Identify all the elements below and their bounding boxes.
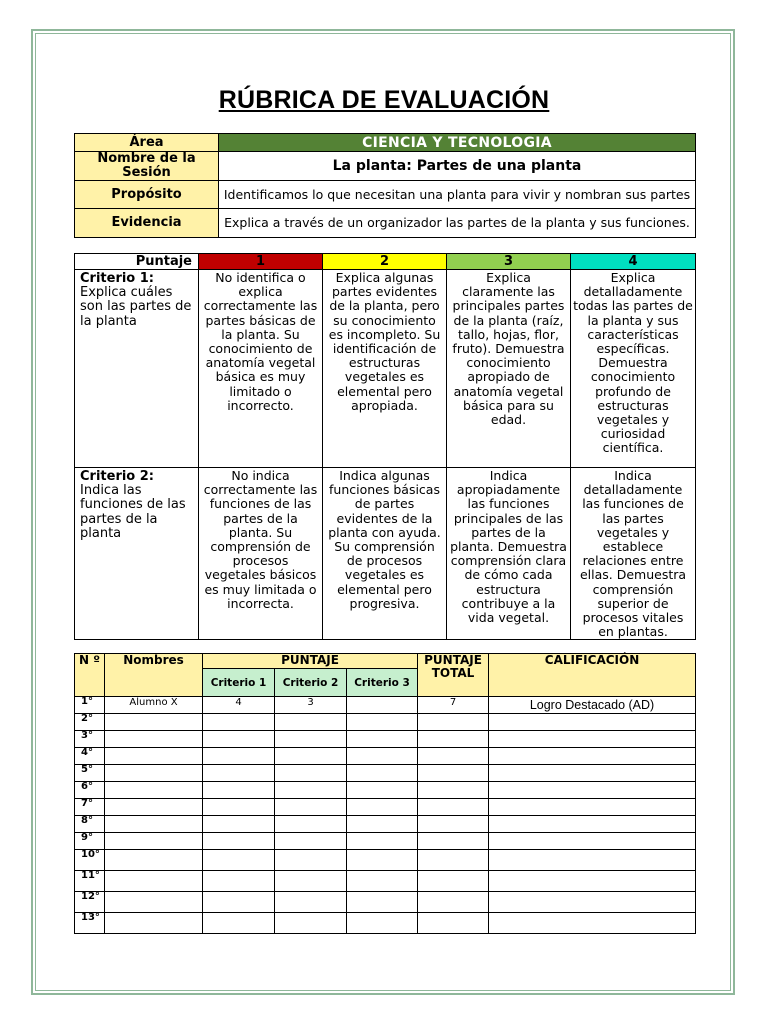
table-row: [75, 833, 696, 850]
rubric-table: [74, 253, 696, 640]
level-2-header: 2: [323, 254, 447, 270]
student-name: [105, 850, 203, 871]
grade-header: CALIFICACIÓN: [489, 654, 696, 697]
table-row: [75, 765, 696, 782]
total-score: [418, 748, 489, 765]
criterion-1-level-2: Explica algunas partes evidentes de la planta, pero su conocimiento es incompleto. Su identificación de estructuras vegetales es elemental pero apropiada.: [323, 270, 447, 468]
session-info-table: [74, 133, 696, 238]
criterion-1-score: [203, 871, 275, 892]
criterion-3-score: [347, 731, 418, 748]
student-name: [105, 833, 203, 850]
evidence-label: Evidencia: [75, 209, 219, 238]
score-label: Puntaje: [75, 254, 199, 270]
criterion-1-text: Explica cuáles son las partes de la planta: [80, 285, 192, 329]
student-name: Alumno X: [105, 697, 203, 714]
grade-value: [489, 913, 696, 934]
grade-value: [489, 850, 696, 871]
criterion-3-score: [347, 697, 418, 714]
criterion-1-score: [203, 782, 275, 799]
grade-value: [489, 799, 696, 816]
student-name: [105, 782, 203, 799]
criterion-1-title: Criterio 1:: [80, 271, 155, 286]
table-row: [75, 697, 696, 714]
grade-value: [489, 714, 696, 731]
criterion-1-score: [203, 892, 275, 913]
table-row: [75, 850, 696, 871]
criterion-1-score: [203, 850, 275, 871]
criterion-2-score: [275, 913, 347, 934]
criterion-3-score: [347, 871, 418, 892]
table-row: [75, 782, 696, 799]
row-number: 3°: [75, 731, 105, 748]
grade-value: [489, 892, 696, 913]
purpose-value: Identificamos lo que necesitan una planta para vivir y nombran sus partes: [219, 181, 696, 209]
total-score: [418, 765, 489, 782]
student-name: [105, 871, 203, 892]
criterion-1-score: [203, 714, 275, 731]
student-name: [105, 731, 203, 748]
scores-table: [74, 653, 696, 934]
criterion-2-level-1: No indica correctamente las funciones de las partes de la planta. Su comprensión de procesos vegetales básicos es muy limitada o incorrecta.: [199, 468, 323, 640]
criterion-1-subheader: Criterio 1: [203, 669, 275, 697]
grade-value: [489, 731, 696, 748]
document-title: RÚBRICA DE EVALUACIÓN: [218, 86, 550, 114]
row-number: 8°: [75, 816, 105, 833]
table-row: [75, 799, 696, 816]
level-4-header: 4: [571, 254, 696, 270]
puntaje-header: PUNTAJE: [203, 654, 418, 669]
criterion-2-score: [275, 850, 347, 871]
table-row: [75, 816, 696, 833]
grade-value: [489, 765, 696, 782]
names-header: Nombres: [105, 654, 203, 697]
criterion-3-score: [347, 765, 418, 782]
total-score: [418, 799, 489, 816]
total-score: [418, 892, 489, 913]
total-score: [418, 731, 489, 748]
criterion-1-level-4: Explica detalladamente todas las partes de la planta y sus características específicas. Demuestra conocimiento profundo de estructuras vegetales y curiosidad científica.: [571, 270, 696, 468]
criterion-2-score: [275, 782, 347, 799]
criterion-2-score: [275, 748, 347, 765]
table-row: [75, 731, 696, 748]
criterion-2-score: 3: [275, 697, 347, 714]
criterion-3-score: [347, 748, 418, 765]
row-number: 13°: [75, 913, 105, 934]
criterion-3-score: [347, 816, 418, 833]
number-header: N º: [75, 654, 105, 697]
total-score: [418, 833, 489, 850]
row-number: 9°: [75, 833, 105, 850]
criterion-1-score: [203, 731, 275, 748]
grade-value: [489, 871, 696, 892]
level-3-header: 3: [447, 254, 571, 270]
criterion-3-subheader: Criterio 3: [347, 669, 418, 697]
criterion-3-score: [347, 782, 418, 799]
row-number: 1°: [75, 697, 105, 714]
criterion-2-level-4: Indica detalladamente las funciones de las partes vegetales y establece relaciones entre ellas. Demuestra comprensión superior de procesos vitales en plantas.: [571, 468, 696, 640]
criterion-1-level-1: No identifica o explica correctamente las partes básicas de la planta. Su conocimiento de anatomía vegetal básica es muy limitado o incorrecto.: [199, 270, 323, 468]
criterion-1-level-3: Explica claramente las principales partes de la planta (raíz, tallo, hojas, flor, fruto). Demuestra conocimiento apropiado de anatomía vegetal básica para su edad.: [447, 270, 571, 468]
criterion-2-title: Criterio 2:: [80, 469, 155, 484]
table-row: [75, 892, 696, 913]
row-number: 11°: [75, 871, 105, 892]
student-name: [105, 714, 203, 731]
total-score: [418, 816, 489, 833]
total-header: PUNTAJE TOTAL: [418, 654, 489, 697]
criterion-1-score: [203, 833, 275, 850]
total-score: [418, 850, 489, 871]
row-number: 5°: [75, 765, 105, 782]
criterion-2-level-3: Indica apropiadamente las funciones principales de las partes de la planta. Demuestra comprensión clara de cómo cada estructura contribuye a la vida vegetal.: [447, 468, 571, 640]
area-value: CIENCIA Y TECNOLOGIA: [219, 134, 696, 152]
criterion-1-score: [203, 816, 275, 833]
criterion-1-score: [203, 913, 275, 934]
criterion-2-text: Indica las funciones de las partes de la planta: [80, 483, 186, 541]
criterion-3-score: [347, 833, 418, 850]
total-score: 7: [418, 697, 489, 714]
criterion-2-score: [275, 833, 347, 850]
criterion-1-score: [203, 748, 275, 765]
area-label: Área: [75, 134, 219, 152]
evidence-value: Explica a través de un organizador las partes de la planta y sus funciones.: [219, 209, 696, 238]
row-number: 12°: [75, 892, 105, 913]
session-value: La planta: Partes de una planta: [219, 152, 696, 181]
student-name: [105, 892, 203, 913]
total-score: [418, 714, 489, 731]
student-name: [105, 748, 203, 765]
criterion-2-cell: [75, 468, 199, 640]
row-number: 6°: [75, 782, 105, 799]
table-row: [75, 871, 696, 892]
criterion-1-score: [203, 799, 275, 816]
criterion-1-score: 4: [203, 697, 275, 714]
row-number: 7°: [75, 799, 105, 816]
criterion-2-score: [275, 871, 347, 892]
total-score: [418, 782, 489, 799]
grade-value: [489, 833, 696, 850]
criterion-2-score: [275, 731, 347, 748]
purpose-label: Propósito: [75, 181, 219, 209]
grade-value: Logro Destacado (AD): [489, 697, 696, 714]
row-number: 10°: [75, 850, 105, 871]
row-number: 4°: [75, 748, 105, 765]
criterion-1-score: [203, 765, 275, 782]
criterion-2-level-2: Indica algunas funciones básicas de partes evidentes de la planta con ayuda. Su comprensión de procesos vegetales es elemental pero progresiva.: [323, 468, 447, 640]
student-name: [105, 913, 203, 934]
criterion-2-score: [275, 892, 347, 913]
criterion-2-subheader: Criterio 2: [275, 669, 347, 697]
criterion-2-score: [275, 714, 347, 731]
criterion-1-cell: [75, 270, 199, 468]
student-name: [105, 765, 203, 782]
criterion-2-score: [275, 765, 347, 782]
grade-value: [489, 782, 696, 799]
table-row: [75, 714, 696, 731]
level-1-header: 1: [199, 254, 323, 270]
criterion-3-score: [347, 850, 418, 871]
total-score: [418, 913, 489, 934]
criterion-3-score: [347, 714, 418, 731]
grade-value: [489, 816, 696, 833]
student-name: [105, 816, 203, 833]
criterion-2-score: [275, 799, 347, 816]
criterion-3-score: [347, 799, 418, 816]
table-row: [75, 748, 696, 765]
grade-value: [489, 748, 696, 765]
session-label: Nombre de la Sesión: [75, 152, 219, 181]
criterion-3-score: [347, 913, 418, 934]
table-row: [75, 913, 696, 934]
criterion-3-score: [347, 892, 418, 913]
total-score: [418, 871, 489, 892]
row-number: 2°: [75, 714, 105, 731]
criterion-2-score: [275, 816, 347, 833]
student-name: [105, 799, 203, 816]
